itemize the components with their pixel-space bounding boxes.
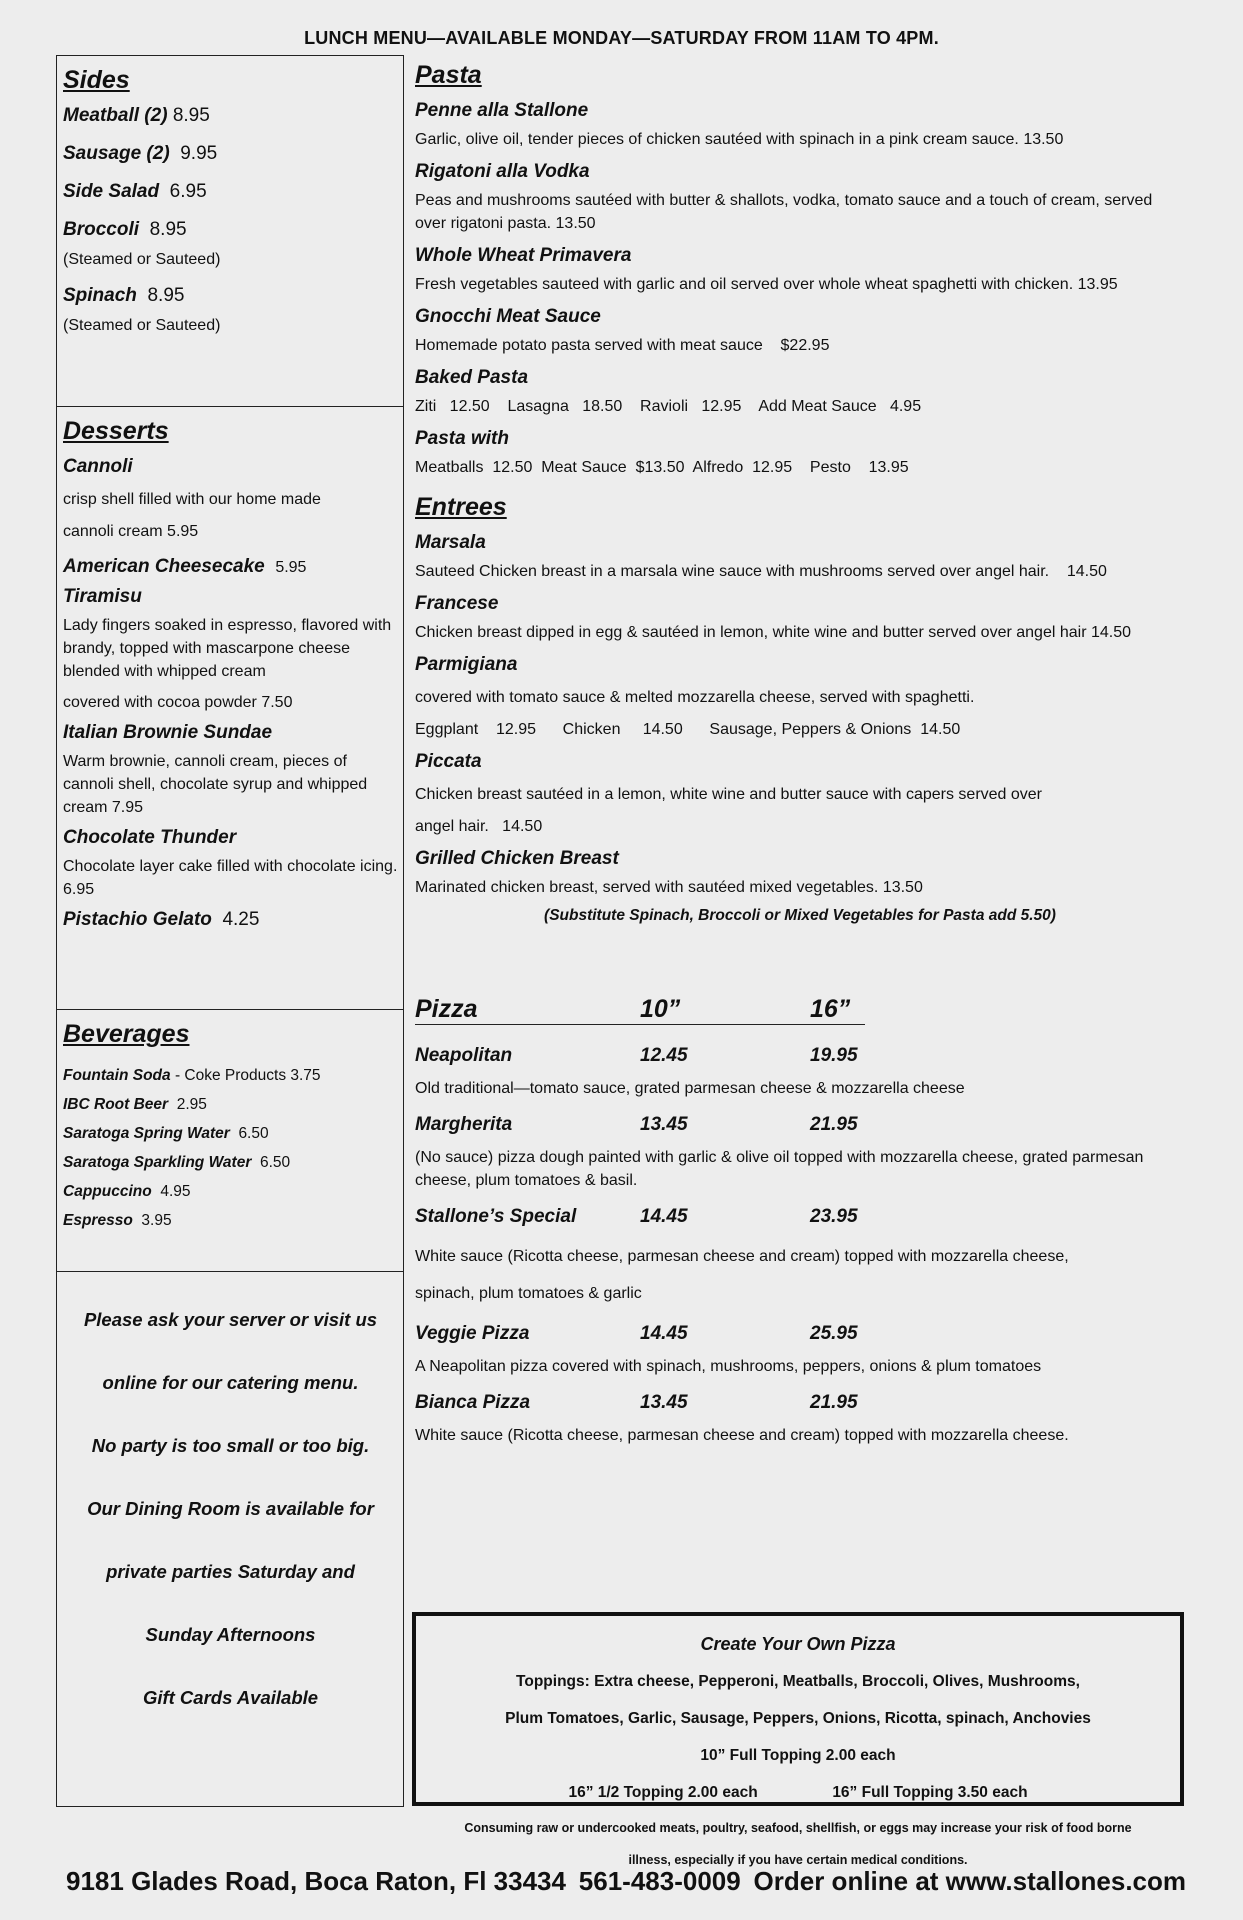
side-item-price: 8.95 bbox=[149, 219, 187, 240]
pizza-name: Stallone’s Special bbox=[415, 1206, 577, 1227]
topping-price-16 bbox=[416, 1774, 1180, 1811]
entree-desc: angel hair. 14.50 bbox=[415, 818, 543, 835]
pizza-name: Margherita bbox=[415, 1114, 513, 1135]
toppings-line: Toppings: Extra cheese, Pepperoni, Meatballs, Broccoli, Olives, Mushrooms, bbox=[516, 1673, 1080, 1690]
side-item bbox=[63, 181, 398, 203]
entree-name: Parmigiana bbox=[415, 654, 518, 675]
entrees-title: Entrees bbox=[415, 493, 507, 521]
entree-desc: Sauteed Chicken breast in a marsala wine sauce with mushrooms served over angel hair. 14.50 bbox=[415, 563, 1107, 580]
pasta-desc: Peas and mushrooms sautéed with butter & shallots, vodka, tomato sauce and a touch of cream, served over rigatoni pasta. 13.50 bbox=[415, 192, 1153, 232]
pizza-desc: Old traditional—tomato sauce, grated parmesan cheese & mozzarella cheese bbox=[415, 1080, 965, 1097]
pizza-price-small: 13.45 bbox=[640, 1392, 688, 1413]
footer bbox=[66, 1866, 1186, 1897]
side-item-name: Spinach bbox=[63, 285, 137, 306]
pizza-row bbox=[415, 1392, 1185, 1414]
side-item-price: 8.95 bbox=[172, 105, 210, 126]
beverage-item bbox=[63, 1212, 398, 1230]
catering-section bbox=[56, 1271, 404, 1807]
catering-line: online for our catering menu. bbox=[102, 1372, 359, 1393]
pizza-price-small: 12.45 bbox=[640, 1045, 688, 1066]
beverage-name: Saratoga Sparkling Water bbox=[63, 1154, 252, 1171]
side-item bbox=[63, 219, 398, 241]
entree-desc: Chicken breast dipped in egg & sautéed in lemon, white wine and butter served over angel hair 14.50 bbox=[415, 624, 1132, 641]
warning-line: Consuming raw or undercooked meats, poultry, seafood, shellfish, or eggs may increase your risk of food borne bbox=[464, 1821, 1132, 1835]
pasta-name: Rigatoni alla Vodka bbox=[415, 161, 590, 182]
pizza-price-small: 13.45 bbox=[640, 1114, 688, 1135]
side-item bbox=[63, 285, 398, 307]
dessert-item bbox=[63, 556, 398, 578]
pizza-price-small: 14.45 bbox=[640, 1323, 688, 1344]
sides-title: Sides bbox=[63, 66, 130, 94]
side-item bbox=[63, 143, 398, 165]
catering-line: private parties Saturday and bbox=[106, 1561, 355, 1582]
pasta-name: Whole Wheat Primavera bbox=[415, 245, 632, 266]
catering-line: No party is too small or too big. bbox=[91, 1435, 370, 1456]
footer-online-order: Order online at www.stallones.com bbox=[753, 1866, 1186, 1896]
pizza-title: Pizza bbox=[415, 995, 478, 1023]
footer-phone: 561-483-0009 bbox=[578, 1866, 741, 1896]
entree-desc: covered with tomato sauce & melted mozzarella cheese, served with spaghetti. bbox=[415, 689, 975, 706]
pizza-desc: spinach, plum tomatoes & garlic bbox=[415, 1285, 642, 1302]
dessert-desc: Lady fingers soaked in espresso, flavored with brandy, topped with mascarpone cheese blended with whipped cream bbox=[63, 617, 392, 680]
warning-line: illness, especially if you have certain medical conditions. bbox=[628, 1853, 968, 1867]
beverage-name: Espresso bbox=[63, 1212, 133, 1229]
catering-line: Our Dining Room is available for bbox=[87, 1498, 374, 1519]
sides-section bbox=[56, 55, 404, 406]
dessert-name: Cannoli bbox=[63, 456, 133, 477]
catering-line: Sunday Afternoons bbox=[145, 1624, 316, 1645]
side-item-note: (Steamed or Sauteed) bbox=[63, 251, 221, 268]
side-item-price: 6.95 bbox=[169, 181, 207, 202]
dessert-price: 5.95 bbox=[275, 559, 307, 576]
side-item-name: Side Salad bbox=[63, 181, 160, 202]
pasta-desc: Garlic, olive oil, tender pieces of chicken sautéed with spinach in a pink cream sauce. 13.50 bbox=[415, 131, 1064, 148]
side-item-price: 9.95 bbox=[180, 143, 218, 164]
side-item-name: Meatball (2) bbox=[63, 105, 168, 126]
pizza-row bbox=[415, 1206, 1185, 1228]
beverage-price: 4.95 bbox=[160, 1183, 191, 1200]
topping-price-16-half: 16” 1/2 Topping 2.00 each bbox=[568, 1784, 758, 1801]
beverage-item bbox=[63, 1125, 398, 1143]
pizza-price-small: 14.45 bbox=[640, 1206, 688, 1227]
menu-header: LUNCH MENU—AVAILABLE MONDAY—SATURDAY FROM 11AM TO 4PM. bbox=[304, 28, 939, 48]
pizza-desc: (No sauce) pizza dough painted with garlic & olive oil topped with mozzarella cheese, grated parmesan cheese, plum tomatoes & basil. bbox=[415, 1149, 1144, 1189]
pasta-name: Pasta with bbox=[415, 428, 509, 449]
catering-line: Please ask your server or visit us bbox=[83, 1309, 378, 1330]
footer-address: 9181 Glades Road, Boca Raton, Fl 33434 bbox=[66, 1866, 566, 1896]
dessert-item bbox=[63, 909, 398, 931]
pizza-row bbox=[415, 1323, 1185, 1345]
dessert-desc: cannoli cream 5.95 bbox=[63, 523, 199, 540]
dessert-desc: Chocolate layer cake filled with chocolate icing. 6.95 bbox=[63, 858, 398, 898]
pasta-desc: Fresh vegetables sauteed with garlic and oil served over whole wheat spaghetti with chicken. 13.95 bbox=[415, 276, 1118, 293]
dessert-name: Pistachio Gelato bbox=[63, 909, 212, 930]
beverage-name: IBC Root Beer bbox=[63, 1096, 169, 1113]
pasta-name: Penne alla Stallone bbox=[415, 100, 589, 121]
beverage-name: Fountain Soda bbox=[63, 1067, 171, 1084]
beverage-price: 3.95 bbox=[141, 1212, 172, 1229]
topping-price-16-full: 16” Full Topping 3.50 each bbox=[832, 1784, 1028, 1801]
create-pizza-title: Create Your Own Pizza bbox=[700, 1634, 896, 1654]
dessert-name: American Cheesecake bbox=[63, 556, 265, 577]
create-your-own-pizza-box bbox=[412, 1612, 1184, 1806]
entree-name: Francese bbox=[415, 593, 499, 614]
beverages-section bbox=[56, 1009, 404, 1271]
pasta-name: Baked Pasta bbox=[415, 367, 529, 388]
pizza-row bbox=[415, 1114, 1185, 1136]
topping-price-10: 10” Full Topping 2.00 each bbox=[700, 1747, 896, 1764]
beverage-name: Saratoga Spring Water bbox=[63, 1125, 230, 1142]
pasta-desc: Homemade potato pasta served with meat sauce $22.95 bbox=[415, 337, 830, 354]
desserts-title: Desserts bbox=[63, 417, 169, 445]
catering-line: Gift Cards Available bbox=[142, 1687, 319, 1708]
pizza-price-large: 21.95 bbox=[810, 1392, 858, 1413]
beverage-item bbox=[63, 1154, 398, 1172]
dessert-name: Italian Brownie Sundae bbox=[63, 722, 273, 743]
entree-name: Marsala bbox=[415, 532, 486, 553]
left-column bbox=[56, 55, 404, 1807]
dessert-desc: covered with cocoa powder 7.50 bbox=[63, 694, 293, 711]
pizza-size-large: 16” bbox=[810, 995, 851, 1023]
beverage-item bbox=[63, 1067, 398, 1085]
entree-name: Grilled Chicken Breast bbox=[415, 848, 619, 869]
dessert-desc: crisp shell filled with our home made bbox=[63, 491, 321, 508]
right-column bbox=[415, 55, 1185, 1451]
pizza-header bbox=[415, 995, 865, 1025]
desserts-section bbox=[56, 406, 404, 1009]
side-item-price: 8.95 bbox=[147, 285, 185, 306]
pizza-price-large: 25.95 bbox=[810, 1323, 858, 1344]
entree-name: Piccata bbox=[415, 751, 482, 772]
pasta-desc: Meatballs 12.50 Meat Sauce $13.50 Alfredo 12.95 Pesto 13.95 bbox=[415, 459, 909, 476]
pasta-name: Gnocchi Meat Sauce bbox=[415, 306, 601, 327]
entree-substitute-note: (Substitute Spinach, Broccoli or Mixed Vegetables for Pasta add 5.50) bbox=[544, 907, 1056, 924]
entree-desc: Eggplant 12.95 Chicken 14.50 Sausage, Peppers & Onions 14.50 bbox=[415, 721, 961, 738]
pizza-price-large: 19.95 bbox=[810, 1045, 858, 1066]
pizza-size-small: 10” bbox=[640, 995, 681, 1023]
pizza-name: Bianca Pizza bbox=[415, 1392, 531, 1413]
pizza-name: Neapolitan bbox=[415, 1045, 513, 1066]
dessert-name: Chocolate Thunder bbox=[63, 827, 237, 848]
pizza-desc: A Neapolitan pizza covered with spinach, mushrooms, peppers, onions & plum tomatoes bbox=[415, 1358, 1042, 1375]
beverage-item bbox=[63, 1096, 398, 1114]
pizza-row bbox=[415, 1045, 1185, 1067]
entree-desc: Chicken breast sautéed in a lemon, white wine and butter sauce with capers served over bbox=[415, 786, 1043, 803]
dessert-name: Tiramisu bbox=[63, 586, 142, 607]
beverages-title: Beverages bbox=[63, 1020, 190, 1048]
side-item-name: Broccoli bbox=[63, 219, 140, 240]
beverage-item bbox=[63, 1183, 398, 1201]
dessert-desc: Warm brownie, cannoli cream, pieces of cannoli shell, chocolate syrup and whipped cream 7.95 bbox=[63, 753, 368, 816]
pizza-price-large: 21.95 bbox=[810, 1114, 858, 1135]
dessert-price: 4.25 bbox=[222, 909, 260, 930]
pizza-desc: White sauce (Ricotta cheese, parmesan cheese and cream) topped with mozzarella cheese. bbox=[415, 1427, 1069, 1444]
pizza-price-large: 23.95 bbox=[810, 1206, 858, 1227]
side-item-note: (Steamed or Sauteed) bbox=[63, 317, 221, 334]
side-item bbox=[63, 105, 398, 127]
side-item-name: Sausage (2) bbox=[63, 143, 170, 164]
beverage-price: 6.50 bbox=[238, 1125, 269, 1142]
pasta-desc: Ziti 12.50 Lasagna 18.50 Ravioli 12.95 Add Meat Sauce 4.95 bbox=[415, 398, 922, 415]
entree-desc: Marinated chicken breast, served with sautéed mixed vegetables. 13.50 bbox=[415, 879, 923, 896]
toppings-line: Plum Tomatoes, Garlic, Sausage, Peppers, Onions, Ricotta, spinach, Anchovies bbox=[505, 1710, 1091, 1727]
beverage-name: Cappuccino bbox=[63, 1183, 152, 1200]
beverage-price: 2.95 bbox=[176, 1096, 207, 1113]
pizza-name: Veggie Pizza bbox=[415, 1323, 530, 1344]
pizza-desc: White sauce (Ricotta cheese, parmesan cheese and cream) topped with mozzarella cheese, bbox=[415, 1248, 1069, 1265]
beverage-price: - Coke Products 3.75 bbox=[170, 1067, 321, 1084]
beverage-price: 6.50 bbox=[259, 1154, 291, 1171]
pasta-title: Pasta bbox=[415, 61, 482, 89]
